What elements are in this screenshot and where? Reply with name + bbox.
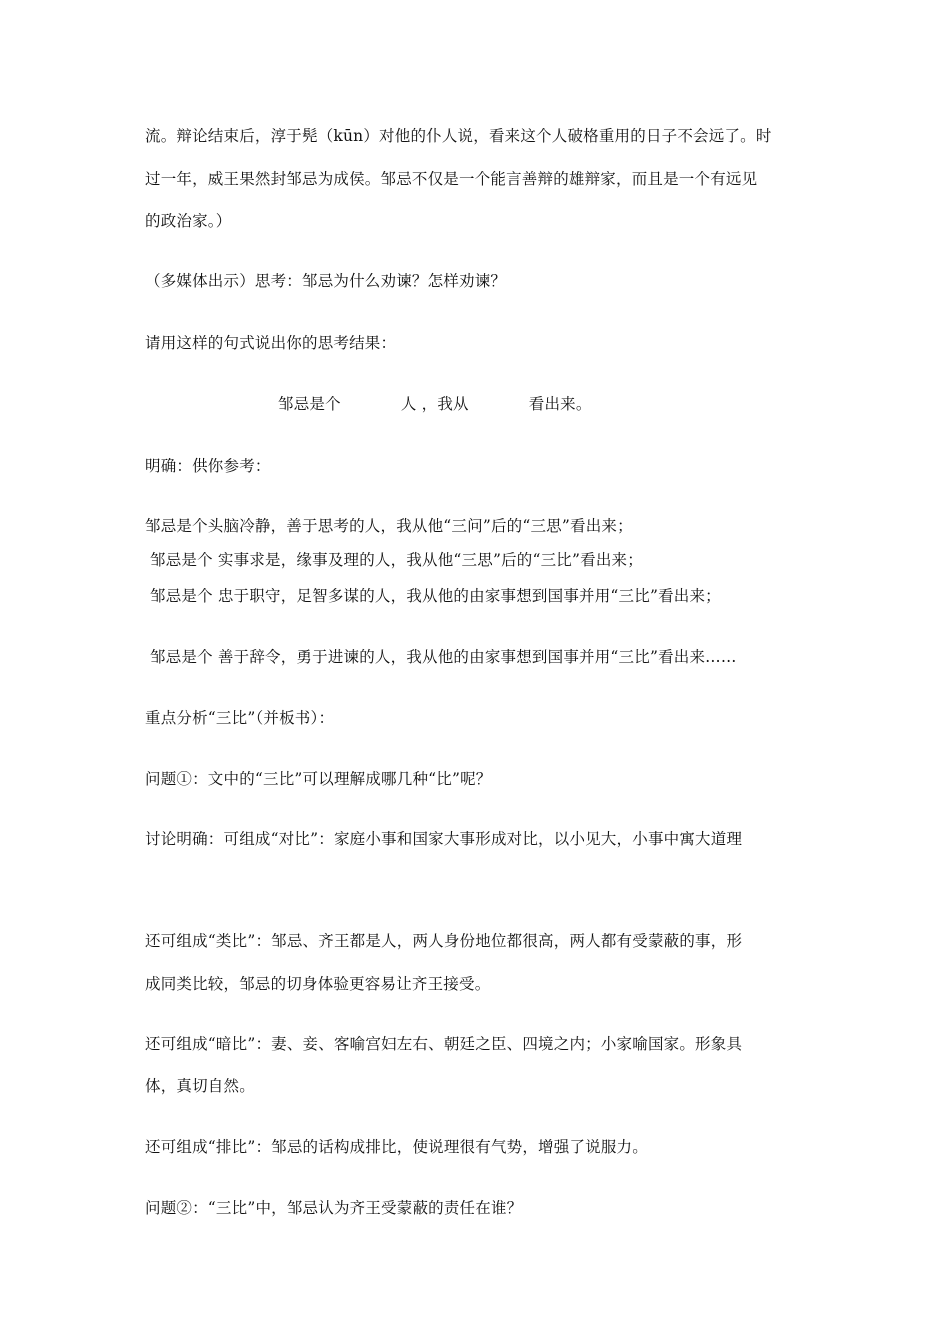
pattern-prompt: 请用这样的句式说出你的思考结果：	[145, 334, 397, 352]
think-prompt: （多媒体出示）思考：邹忌为什么劝谏？怎样劝谏？	[145, 272, 507, 290]
discussion-line: 讨论明确：可组成“对比”：家庭小事和国家大事形成对比，以小见大，小事中寓大道理	[145, 830, 743, 848]
question-1: 问题①：文中的“三比”可以理解成哪几种“比”呢？	[145, 770, 492, 788]
question-2: 问题②：“三比”中，邹忌认为齐王受蒙蔽的责任在谁？	[145, 1199, 523, 1217]
clarify-label: 明确：供你参考：	[145, 457, 271, 475]
pattern-part-2: 人 ，我从	[400, 395, 469, 413]
answer-1: 邹忌是个头脑冷静，善于思考的人，我从他“三问”后的“三思”看出来；	[145, 517, 633, 535]
intro-line-2: 过一年，威王果然封邹忌为成侯。邹忌不仅是一个能言善辩的雄辩家，而且是一个有远见	[145, 170, 758, 188]
intro-line-1: 流。辩论结束后，淳于髡（kūn）对他的仆人说，看来这个人破格重用的日子不会远了。时	[145, 127, 772, 145]
focus-heading: 重点分析“三比”（并板书）：	[145, 709, 335, 727]
pattern-part-1: 邹忌是个	[278, 395, 341, 413]
intro-line-3: 的政治家。）	[145, 212, 232, 230]
pattern-part-3: 看出来。	[528, 395, 592, 413]
answer-2: 邹忌是个 实事求是，缘事及理的人，我从他“三思”后的“三比”看出来；	[150, 551, 643, 569]
parallel-line: 还可组成“排比”：邹忌的话构成排比，使说理很有气势，增强了说服力。	[145, 1138, 648, 1156]
sentence-pattern	[278, 393, 592, 415]
metaphor-line-2: 体，真切自然。	[145, 1077, 255, 1095]
analogy-line-1: 还可组成“类比”：邹忌、齐王都是人，两人身份地位都很高，两人都有受蒙蔽的事，形	[145, 932, 743, 950]
analogy-line-2: 成同类比较，邹忌的切身体验更容易让齐王接受。	[145, 975, 491, 993]
metaphor-line-1: 还可组成“暗比”：妻、妾、客喻宫妇左右、朝廷之臣、四境之内；小家喻国家。形象具	[145, 1035, 743, 1053]
answer-4: 邹忌是个 善于辞令，勇于进谏的人，我从他的由家事想到国事并用“三比”看出来……	[150, 648, 737, 666]
answer-3: 邹忌是个 忠于职守，足智多谋的人，我从他的由家事想到国事并用“三比”看出来；	[150, 587, 721, 605]
